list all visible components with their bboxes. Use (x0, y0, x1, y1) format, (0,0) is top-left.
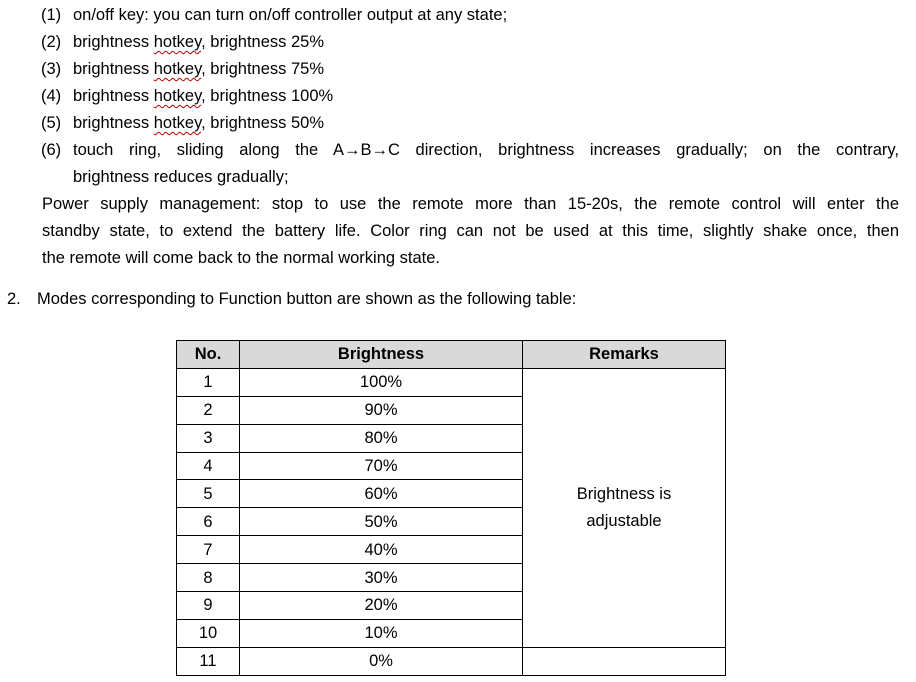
cell-no: 11 (177, 647, 240, 675)
list-text (73, 59, 324, 79)
cell-brightness: 100% (240, 368, 523, 396)
cell-no: 1 (177, 368, 240, 396)
text-fragment: brightness (73, 60, 154, 78)
table-row (177, 368, 726, 396)
list-text: touch ring, sliding along the A→B→C direction, brightness increases gradually; on the contrary, (73, 141, 899, 159)
header-remarks: Remarks (523, 341, 726, 369)
header-no: No. (177, 341, 240, 369)
list-text (73, 113, 324, 133)
power-paragraph-line-3: the remote will come back to the normal working state. (42, 249, 441, 267)
header-brightness: Brightness (240, 341, 523, 369)
list-number: (2) (41, 33, 62, 51)
cell-no: 6 (177, 508, 240, 536)
text-fragment: , brightness 100% (201, 87, 334, 105)
cell-brightness: 90% (240, 396, 523, 424)
cell-no: 7 (177, 536, 240, 564)
power-paragraph-line-1: Power supply management: stop to use the remote more than 15-20s, the remote control will enter the (42, 195, 899, 213)
modes-table (176, 340, 726, 676)
spellcheck-word: hotkey (153, 60, 202, 78)
table-row (177, 647, 726, 675)
spellcheck-word: hotkey (153, 33, 202, 51)
remark-text: adjustable (586, 511, 662, 530)
text-fragment: brightness (73, 33, 154, 51)
cell-brightness: 80% (240, 424, 523, 452)
remark-text: Brightness is (576, 484, 672, 503)
spellcheck-word: hotkey (153, 87, 202, 105)
text-fragment: brightness (73, 87, 154, 105)
spellcheck-word: hotkey (153, 114, 202, 132)
table-header-row (177, 341, 726, 369)
cell-brightness: 40% (240, 536, 523, 564)
text-fragment: , brightness 25% (201, 33, 325, 51)
cell-no: 5 (177, 480, 240, 508)
cell-brightness: 50% (240, 508, 523, 536)
section-number: 2. (7, 290, 21, 308)
cell-no: 2 (177, 396, 240, 424)
cell-no: 4 (177, 452, 240, 480)
cell-brightness: 20% (240, 592, 523, 620)
cell-remarks (523, 368, 726, 647)
cell-brightness: 60% (240, 480, 523, 508)
list-number: (3) (41, 60, 62, 78)
list-number: (5) (41, 114, 62, 132)
cell-no: 10 (177, 619, 240, 647)
list-text: on/off key: you can turn on/off controller output at any state; (73, 6, 508, 24)
list-number: (4) (41, 87, 62, 105)
cell-brightness: 30% (240, 564, 523, 592)
text-fragment: brightness (73, 114, 154, 132)
list-number: (1) (41, 6, 62, 24)
cell-no: 8 (177, 564, 240, 592)
list-text: brightness reduces gradually; (73, 168, 289, 186)
cell-brightness: 0% (240, 647, 523, 675)
list-text (73, 86, 333, 106)
power-paragraph-line-2: standby state, to extend the battery life. Color ring can not be used at this time, slightly shake once, then (42, 222, 899, 240)
list-text (73, 32, 324, 52)
section-text: Modes corresponding to Function button are shown as the following table: (37, 290, 577, 308)
cell-no: 9 (177, 592, 240, 620)
cell-brightness: 10% (240, 619, 523, 647)
list-number: (6) (41, 141, 62, 159)
cell-no: 3 (177, 424, 240, 452)
cell-brightness: 70% (240, 452, 523, 480)
cell-remarks-empty (523, 647, 726, 675)
text-fragment: , brightness 50% (201, 114, 325, 132)
text-fragment: , brightness 75% (201, 60, 325, 78)
